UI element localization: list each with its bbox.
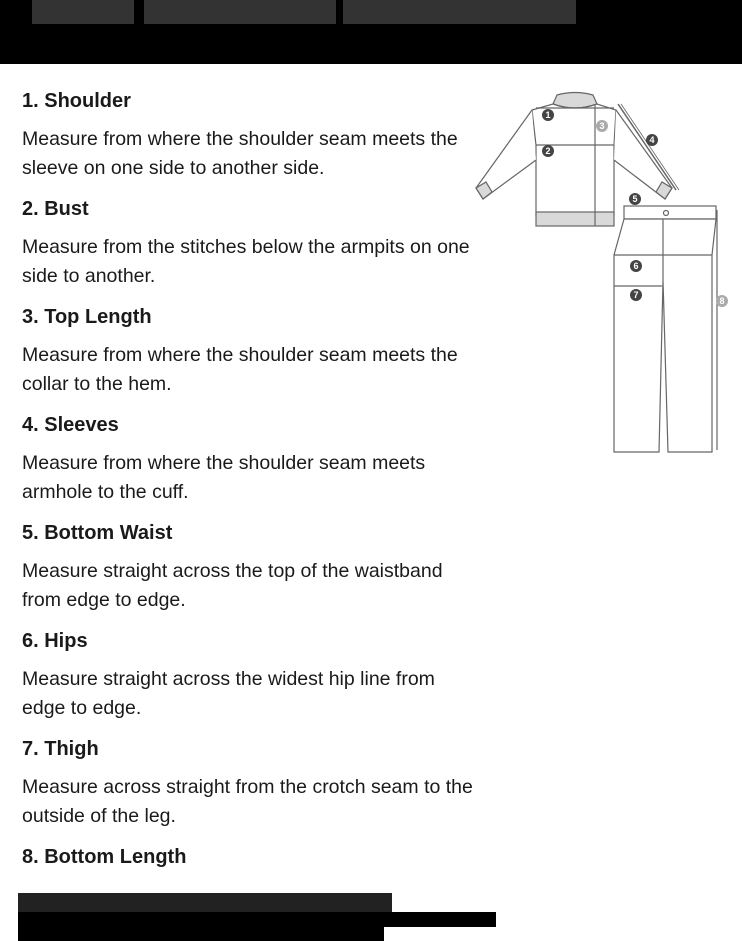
marker-8-icon [716, 295, 728, 307]
redacted-text-line-2 [18, 922, 384, 941]
marker-2-icon [542, 145, 554, 157]
garment-measurement-diagram [470, 88, 742, 458]
redacted-title-part-1 [32, 0, 134, 24]
section-bottom-length [22, 844, 482, 870]
marker-4-icon [646, 134, 658, 146]
svg-text:5: 5 [632, 194, 638, 204]
section-title: 8. Bottom Length [22, 846, 187, 868]
redacted-title-part-3 [343, 0, 576, 24]
section-description: Measure from the stitches below the armpits on one side to another. [22, 236, 470, 287]
redacted-text-line-1 [18, 893, 392, 913]
section-title: 6. Hips [22, 630, 88, 652]
header-banner [0, 0, 742, 64]
section-hips [22, 628, 482, 723]
section-title: 7. Thigh [22, 738, 99, 760]
svg-text:3: 3 [599, 121, 605, 131]
section-description: Measure across straight from the crotch seam to the outside of the leg. [22, 776, 473, 827]
section-top-length [22, 304, 482, 399]
marker-5-icon [629, 193, 641, 205]
measurement-guide [22, 88, 482, 883]
section-description: Measure from where the shoulder seam meets armhole to the cuff. [22, 452, 426, 503]
svg-text:6: 6 [633, 261, 639, 271]
pants-illustration [614, 206, 717, 452]
section-title: 1. Shoulder [22, 90, 131, 112]
section-title: 5. Bottom Waist [22, 522, 173, 544]
section-shoulder [22, 88, 482, 183]
marker-3-icon [596, 120, 608, 132]
section-description: Measure straight across the widest hip line from edge to edge. [22, 668, 435, 719]
marker-1-icon [542, 109, 554, 121]
section-sleeves [22, 412, 482, 507]
svg-text:2: 2 [545, 146, 551, 156]
svg-text:7: 7 [633, 290, 639, 300]
section-title: 2. Bust [22, 198, 89, 220]
section-thigh [22, 736, 482, 831]
svg-text:1: 1 [545, 110, 551, 120]
section-title: 3. Top Length [22, 306, 152, 328]
section-bottom-waist [22, 520, 482, 615]
marker-6-icon [630, 260, 642, 272]
section-description: Measure straight across the top of the waistband from edge to edge. [22, 560, 443, 611]
svg-text:8: 8 [719, 296, 725, 306]
marker-7-icon [630, 289, 642, 301]
redacted-title-part-2 [144, 0, 336, 24]
section-bust [22, 196, 482, 291]
section-title: 4. Sleeves [22, 414, 119, 436]
section-description: Measure from where the shoulder seam meets the collar to the hem. [22, 344, 458, 395]
svg-text:4: 4 [649, 135, 655, 145]
section-description: Measure from where the shoulder seam meets the sleeve on one side to another side. [22, 128, 458, 179]
